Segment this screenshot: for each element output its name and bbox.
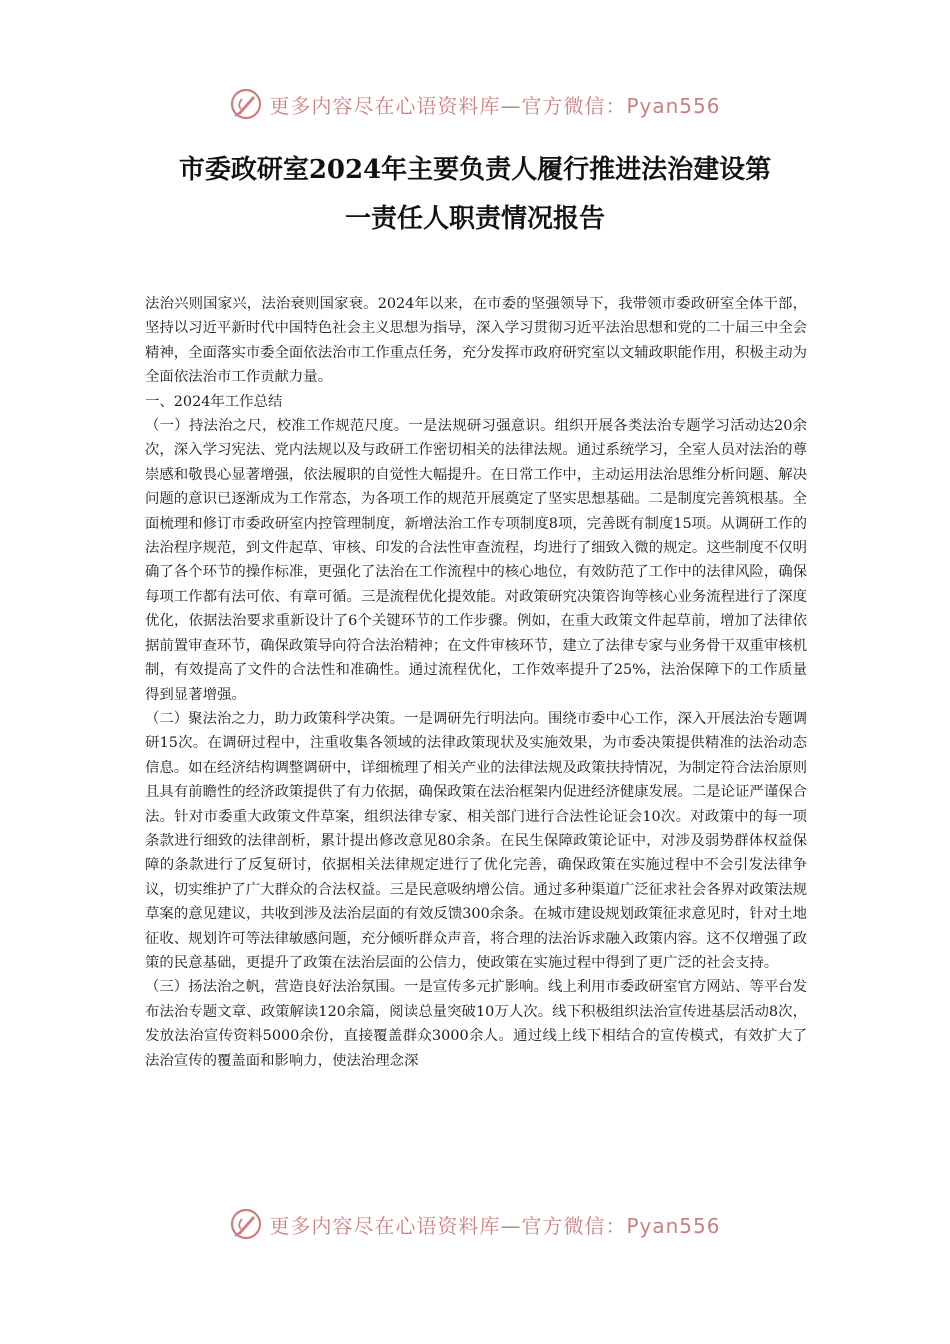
body-paragraph: （三）扬法治之帆，营造良好法治氛围。一是宣传多元扩影响。线上利用市委政研室官方网站、等平台发布法治专题文章、政策解读120余篇，阅读总量突破10万人次。线下积极组织法治宣传进基层活动8次，发放法治宣传资料5000余份，直接覆盖群众3000余人。通过线上线下相结合的宣传模式，有效扩大了法治宣传的覆盖面和影响力，使法治理念深 <box>145 979 807 1069</box>
body-paragraph: （二）聚法治之力，助力政策科学决策。一是调研先行明法向。围绕市委中心工作，深入开展法治专题调研15次。在调研过程中，注重收集各领域的法律政策现状及实施效果，为市委决策提供精准的法治动态信息。如在经济结构调整调研中，详细梳理了相关产业的法律法规及政策扶持情况，为制定符合法治原则且具有前瞻性的经济政策提供了有力依据，确保政策在法治框架内促进经济健康发展。二是论证严谨保合法。针对市委重大政策文件草案，组织法律专家、相关部门进行合法性论证会10次。对政策中的每一项条款进行细致的法律剖析，累计提出修改意见80余条。在民生保障政策论证中，对涉及弱势群体权益保障的条款进行了反复研讨，依据相关法律规定进行了优化完善，确保政策在实施过程中不会引发法律争议，切实维护了广大群众的合法权益。三是民意吸纳增公信。通过多种渠道广泛征求社会各界对政策法规草案的意见建议，共收到涉及法治层面的有效反馈300余条。在城市建设规划政策征求意见时，针对土地征收、规划许可等法律敏感问题，充分倾听群众声音，将合理的法治诉求融入政策内容。这不仅增强了政策的民意基础，更提升了政策在法治层面的公信力，使政策在实施过程中得到了更广泛的社会支持。 <box>145 710 807 971</box>
body-paragraph: （一）持法治之尺，校准工作规范尺度。一是法规研习强意识。组织开展各类法治专题学习活动达20余次，深入学习宪法、党内法规以及与政研工作密切相关的法律法规。通过系统学习，全室人员对法治的尊崇感和敬畏心显著增强，依法履职的自觉性大幅提升。在日常工作中，主动运用法治思维分析问题、解决问题的意识已逐渐成为工作常态，为各项工作的规范开展奠定了坚实思想基础。二是制度完善筑根基。全面梳理和修订市委政研室内控管理制度，新增法治工作专项制度8项，完善既有制度15项。从调研工作的法治程序规范，到文件起草、审核、印发的合法性审查流程，均进行了细致入微的规定。这些制度不仅明确了各个环节的操作标准，更强化了法治在工作流程中的核心地位，有效防范了工作中的法律风险，确保每项工作都有法可依、有章可循。三是流程优化提效能。对政策研究决策咨询等核心业务流程进行了深度优化，依据法治要求重新设计了6个关键环节的工作步骤。例如，在重大政策文件起草前，增加了法律依据前置审查环节，确保政策导向符合法治精神；在文件审核环节，建立了法律专家与业务骨干双重审核机制，有效提高了文件的合法性和准确性。通过流程优化，工作效率提升了25%，法治保障下的工作质量得到显著增强。 <box>145 418 807 703</box>
document-title <box>110 146 840 244</box>
pen-quill-logo-icon <box>229 87 263 121</box>
title-line-2: 一责任人职责情况报告 <box>344 204 605 234</box>
watermark-text: 更多内容尽在心语资料库—官方微信：Pyan556 <box>269 93 721 118</box>
title-line-1: 市委政研室2024年主要负责人履行推进法治建设第 <box>178 155 772 185</box>
watermark-text: 更多内容尽在心语资料库—官方微信：Pyan556 <box>269 1213 721 1238</box>
section-heading: 一、2024年工作总结 <box>145 393 283 410</box>
intro-paragraph: 法治兴则国家兴，法治衰则国家衰。2024年以来，在市委的坚强领导下，我带领市委政研室全体干部，坚持以习近平新时代中国特色社会主义思想为指导，深入学习贯彻习近平法治思想和党的二十届三中全会精神，全面落实市委全面依法治市工作重点任务，充分发挥市政府研究室以文辅政职能作用，积极主动为全面依法治市工作贡献力量。 <box>145 296 807 386</box>
pen-quill-logo-icon <box>229 1207 263 1241</box>
watermark-banner-top <box>0 82 950 126</box>
watermark-banner-bottom <box>0 1202 950 1246</box>
document-body <box>145 292 807 1073</box>
